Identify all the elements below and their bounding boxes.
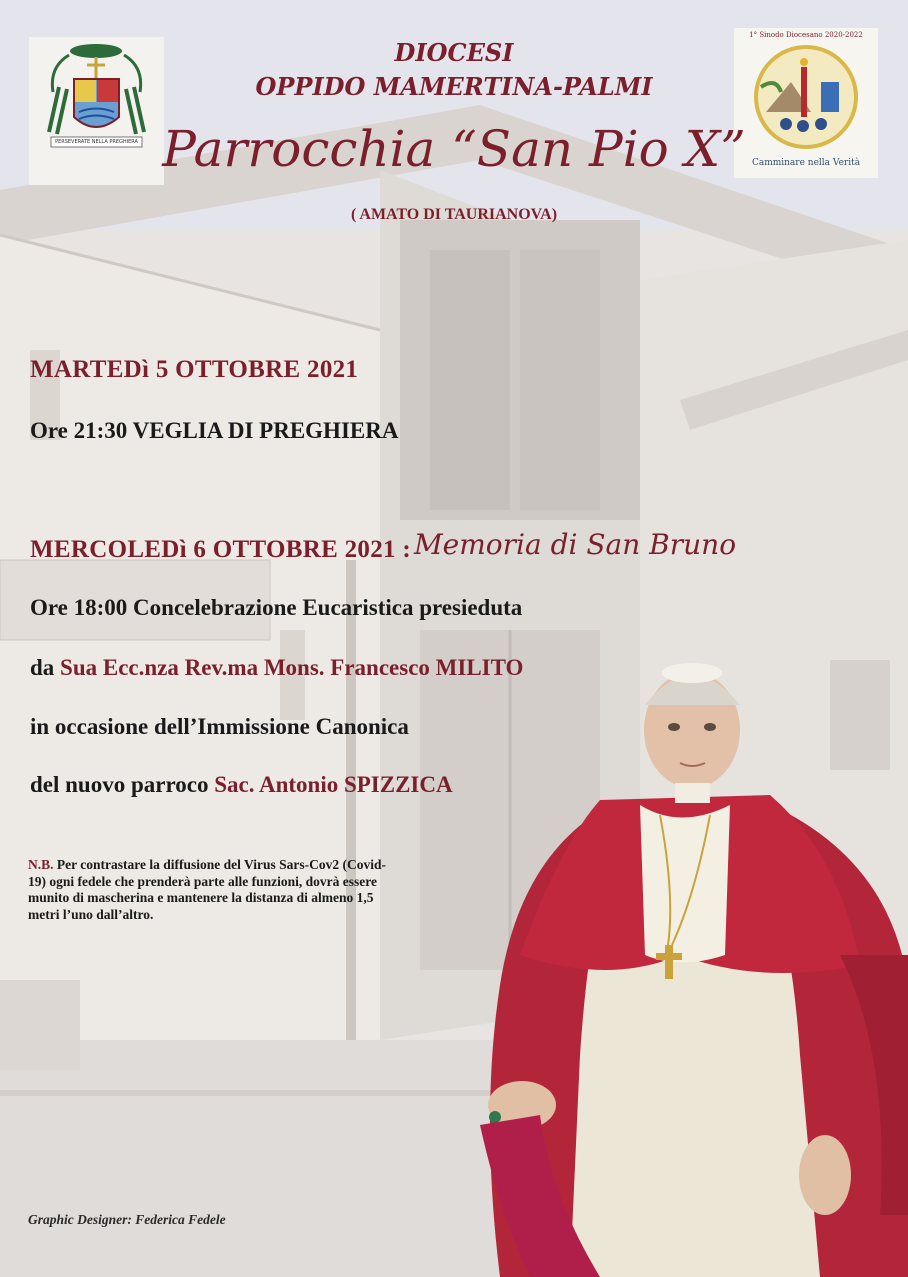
event2-line2 xyxy=(30,655,523,681)
parish-location: ( AMATO DI TAURIANOVA) xyxy=(350,206,558,223)
note-label: N.B. xyxy=(28,857,54,872)
event2-line4 xyxy=(30,772,453,798)
event2-date: MERCOLEDì 6 OTTOBRE 2021 : xyxy=(30,536,411,563)
new-pastor-name: Sac. Antonio SPIZZICA xyxy=(214,772,453,797)
synod-title: 1° Sinodo Diocesano 2020-2022 xyxy=(749,31,863,39)
note-text: Per contrastare la diffusione del Virus Sars-Cov2 (Covid-19) ogni fedele che prenderà parte alle funzioni, dovrà essere munito di mascherina e mantenere la distanza di almeno 1,5 metri l’uno dall’altro. xyxy=(28,857,386,922)
event2-line2-prefix: da xyxy=(30,655,61,680)
event2-line4-prefix: del nuovo parroco xyxy=(30,772,215,797)
covid-note xyxy=(28,857,388,923)
event1-date: MARTEDì 5 OTTOBRE 2021 xyxy=(30,356,359,383)
designer-credit: Graphic Designer: Federica Fedele xyxy=(28,1212,226,1227)
event2-memoria: Memoria di San Bruno xyxy=(414,528,737,561)
celebrant-name: Sua Ecc.nza Rev.ma Mons. Francesco MILITO xyxy=(60,655,524,680)
event2-line3: in occasione dell’Immissione Canonica xyxy=(30,714,409,739)
synod-motto: Camminare nella Verità xyxy=(751,158,861,168)
diocese-title: DIOCESI xyxy=(394,38,514,67)
diocese-subtitle: OPPIDO MAMERTINA-PALMI xyxy=(255,72,653,101)
parish-name: Parrocchia “San Pio X” xyxy=(162,120,746,178)
pope-pius-x-illustration xyxy=(460,655,908,1277)
crest-motto: PERSEVERATE NELLA PREGHIERA xyxy=(55,139,138,145)
event1-line: Ore 21:30 VEGLIA DI PREGHIERA xyxy=(30,418,399,443)
event2-line1: Ore 18:00 Concelebrazione Eucaristica presieduta xyxy=(30,595,523,620)
